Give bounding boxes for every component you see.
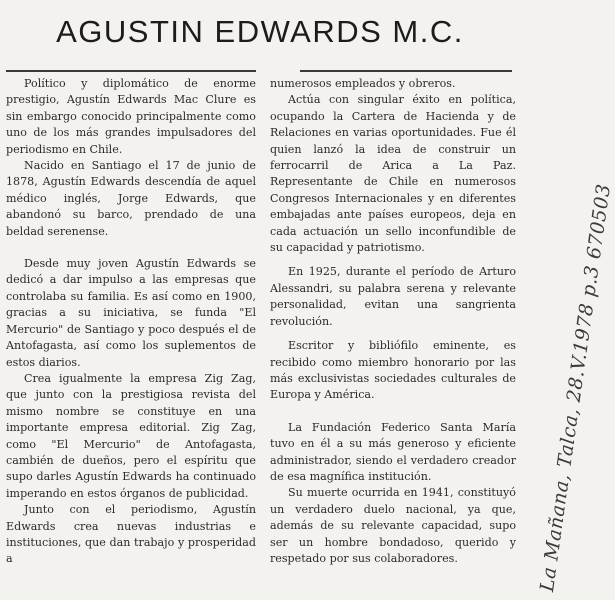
paragraph-writer: Escritor y bibliófilo eminente, es recibido como miembro honorario por las más exclusivistas sociedades culturales de Europa y América. [270,339,516,402]
title-rule-left [6,70,256,72]
paragraph-el-mercurio: Desde muy joven Agustín Edwards se dedicó a dar impulso a las empresas que controlaba su familia. Es así como en 1900, gracias a su iniciativa, se funda "El Mercurio" de Santiago y poco después el de Antofagasta, así como los suplementos de estos diarios. [6,257,256,369]
article-title: AGUSTIN EDWARDS M.C. [56,14,464,49]
paragraph-foundation: La Fundación Federico Santa María tuvo en él a su más generoso y eficiente administrador, siendo el verdadero creador de esa magnífica institución. [270,420,516,483]
paragraph-industries: Junto con el periodismo, Agustín Edwards crea nuevas industrias e instituciones, que dan trabajo y prosperidad a [6,503,256,566]
paragraph-continuation: numerosos empleados y obreros. [270,77,456,90]
article-left-column [6,76,256,568]
paragraph-1925: En 1925, durante el período de Arturo Alessandri, su palabra serena y relevante personalidad, evitan una sangrienta revolución. [270,265,516,328]
paragraph-death: Su muerte ocurrida en 1941, constituyó un verdadero duelo nacional, ya que, además de su relevante capacidad, supo ser un hombre bondadoso, querido y respetado por sus colaboradores. [270,486,516,565]
title-rule-right [300,70,512,72]
paragraph-politics: Actúa con singular éxito en política, ocupando la Cartera de Hacienda y de Relaciones en varias oportunidades. Fue él quien lanzó la idea de construir un ferrocarril de Arica a La Paz. Representante de Chile en numerosos Congresos Internacionales y en diferentes embajadas ante países europeos, deja en cada actuación un sello inconfundible de su capacidad y patriotismo. [270,93,516,255]
paragraph-birth: Nacido en Santiago el 17 de junio de 1878, Agustín Edwards descendía de aquel médico inglés, Jorge Edwards, que abandonó su barco, prendado de una beldad serenense. [6,159,256,238]
handwritten-margin-note: La Mañana, Talca, 28.V.1978 p.3 670503 [536,182,615,594]
paragraph-intro: Político y diplomático de enorme prestigio, Agustín Edwards Mac Clure es sin embargo conocido principalmente como uno de los más grandes impulsadores del periodismo en Chile. [6,77,256,156]
paragraph-zig-zag: Crea igualmente la empresa Zig Zag, que junto con la prestigiosa revista del mismo nombre se constituye en una importante empresa editorial. Zig Zag, como "El Mercurio" de Antofagasta, cambién de dueños, pero el espíritu que supo darles Agustín Edwards ha continuado imperando en estos órganos de publicidad. [6,371,256,500]
article-right-column [270,76,516,567]
